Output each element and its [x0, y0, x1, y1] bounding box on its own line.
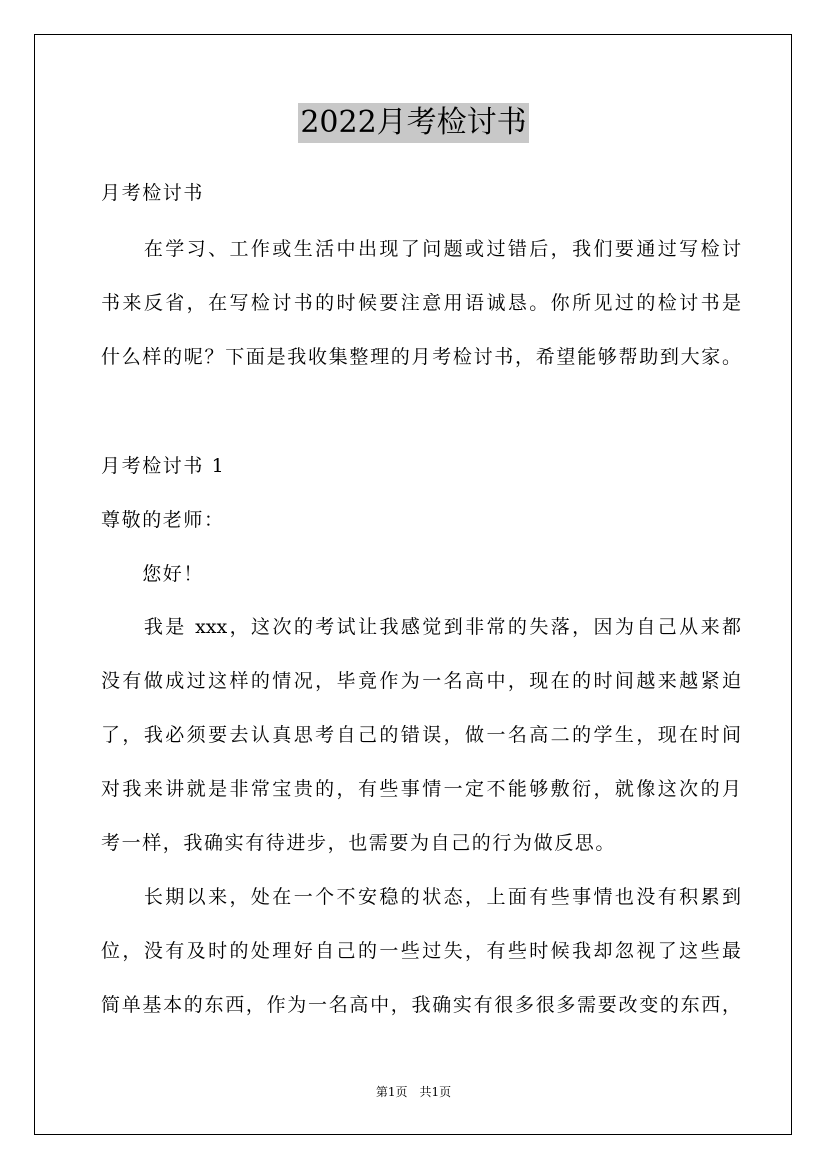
paragraph-line: 考一样，我确实有待进步，也需要为自己的行为做反思。	[101, 832, 617, 854]
page-footer: 第1页 共1页	[375, 1085, 452, 1099]
salutation: 尊敬的老师：	[101, 509, 225, 531]
title-wrap	[0, 103, 827, 143]
section-heading: 月考检讨书 1	[101, 455, 226, 477]
paragraph-line: 长期以来，处在一个不安稳的状态，上面有些事情也没有积累到	[101, 886, 741, 908]
section-heading: 月考检讨书	[101, 182, 205, 204]
greeting: 您好！	[101, 563, 205, 585]
paragraph-line: 简单基本的东西，作为一名高中，我确实有很多很多需要改变的东西，	[101, 994, 741, 1016]
paragraph-line: 位，没有及时的处理好自己的一些过失，有些时候我却忽视了这些最	[101, 940, 741, 962]
paragraph-line: 书来反省，在写检讨书的时候要注意用语诚恳。你所见过的检讨书是	[101, 292, 741, 314]
paragraph-line: 在学习、工作或生活中出现了问题或过错后，我们要通过写检讨	[101, 238, 741, 260]
document-title: 2022月考检讨书	[298, 103, 528, 143]
paragraph-line: 对我来讲就是非常宝贵的，有些事情一定不能够敷衍，就像这次的月	[101, 778, 741, 800]
paragraph-line: 没有做成过这样的情况，毕竟作为一名高中，现在的时间越来越紧迫	[101, 670, 741, 692]
paragraph-line: 什么样的呢？下面是我收集整理的月考检讨书，希望能够帮助到大家。	[101, 346, 741, 368]
paragraph-line: 我是 xxx，这次的考试让我感觉到非常的失落，因为自己从来都	[101, 616, 741, 638]
paragraph-line: 了，我必须要去认真思考自己的错误，做一名高二的学生，现在时间	[101, 724, 741, 746]
